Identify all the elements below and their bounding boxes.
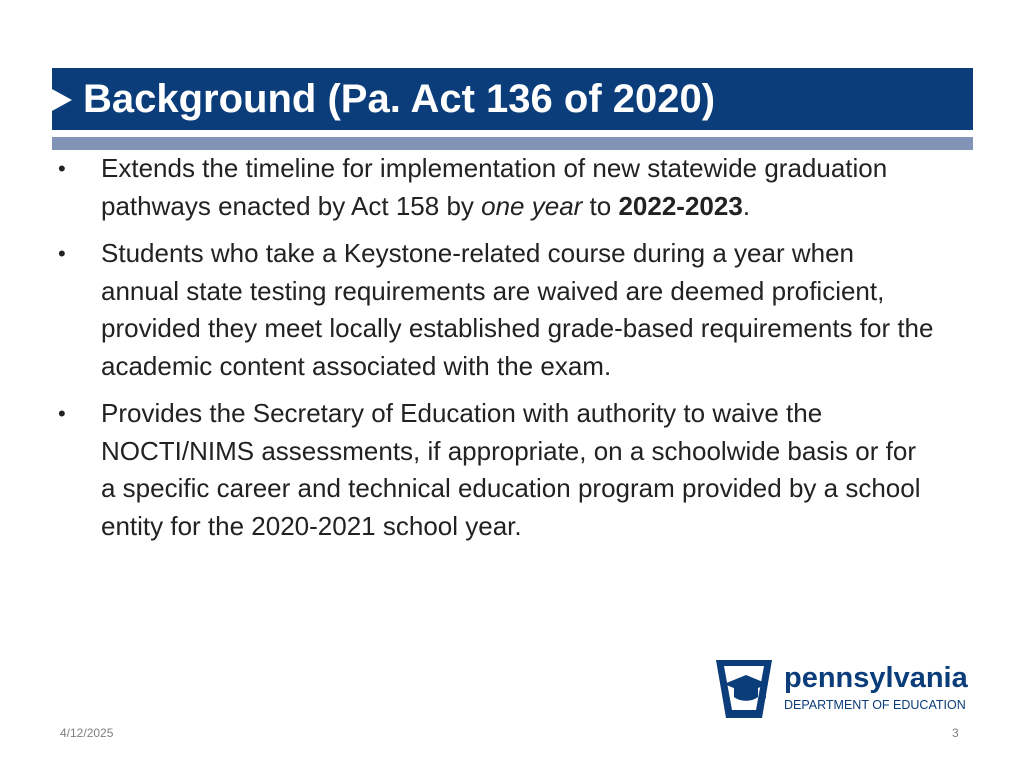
keystone-graduation-cap-icon: [712, 656, 776, 720]
title-arrow-icon: [52, 89, 72, 111]
bullet-icon: •: [58, 401, 66, 426]
page-number: 3: [952, 726, 959, 740]
bullet-text-connector: to: [582, 190, 619, 221]
bullet-text-end: .: [742, 190, 751, 221]
bullet-text: Provides the Secretary of Education with authority to waive the NOCTI/NIMS assessments, if appropriate, on a schoolwide basis or for a specific career and technical education program provided by a school entity for the 2020-2021 school year.: [101, 398, 921, 541]
title-underline-bar: [52, 137, 973, 150]
bullet-item-nocti: [56, 395, 936, 545]
footer-date: 4/12/2025: [60, 726, 114, 740]
pa-education-logo: [712, 656, 974, 720]
bullet-icon: •: [58, 156, 66, 181]
logo-department: DEPARTMENT OF EDUCATION: [784, 698, 966, 712]
bullet-text: Students who take a Keystone-related course during a year when annual state testing requirements are waived are deemed proficient, provided they meet locally established grade-based requirements for the academic content associated with the exam.: [101, 238, 934, 381]
logo-wordmark: pennsylvania: [784, 662, 968, 694]
bullet-item-timeline: [56, 150, 936, 225]
bullet-text: Extends the timeline for implementation of new statewide graduation pathways enacted by Act 158 by: [101, 153, 888, 221]
slide-title: Background (Pa. Act 136 of 2020): [83, 77, 716, 121]
bullet-strong-year: 2022-2023: [618, 190, 743, 221]
bullet-item-keystone: [56, 235, 936, 385]
title-bar: [52, 68, 973, 130]
bullet-list: [56, 150, 936, 555]
bullet-emphasis: one year: [481, 190, 583, 221]
bullet-icon: •: [58, 241, 66, 266]
